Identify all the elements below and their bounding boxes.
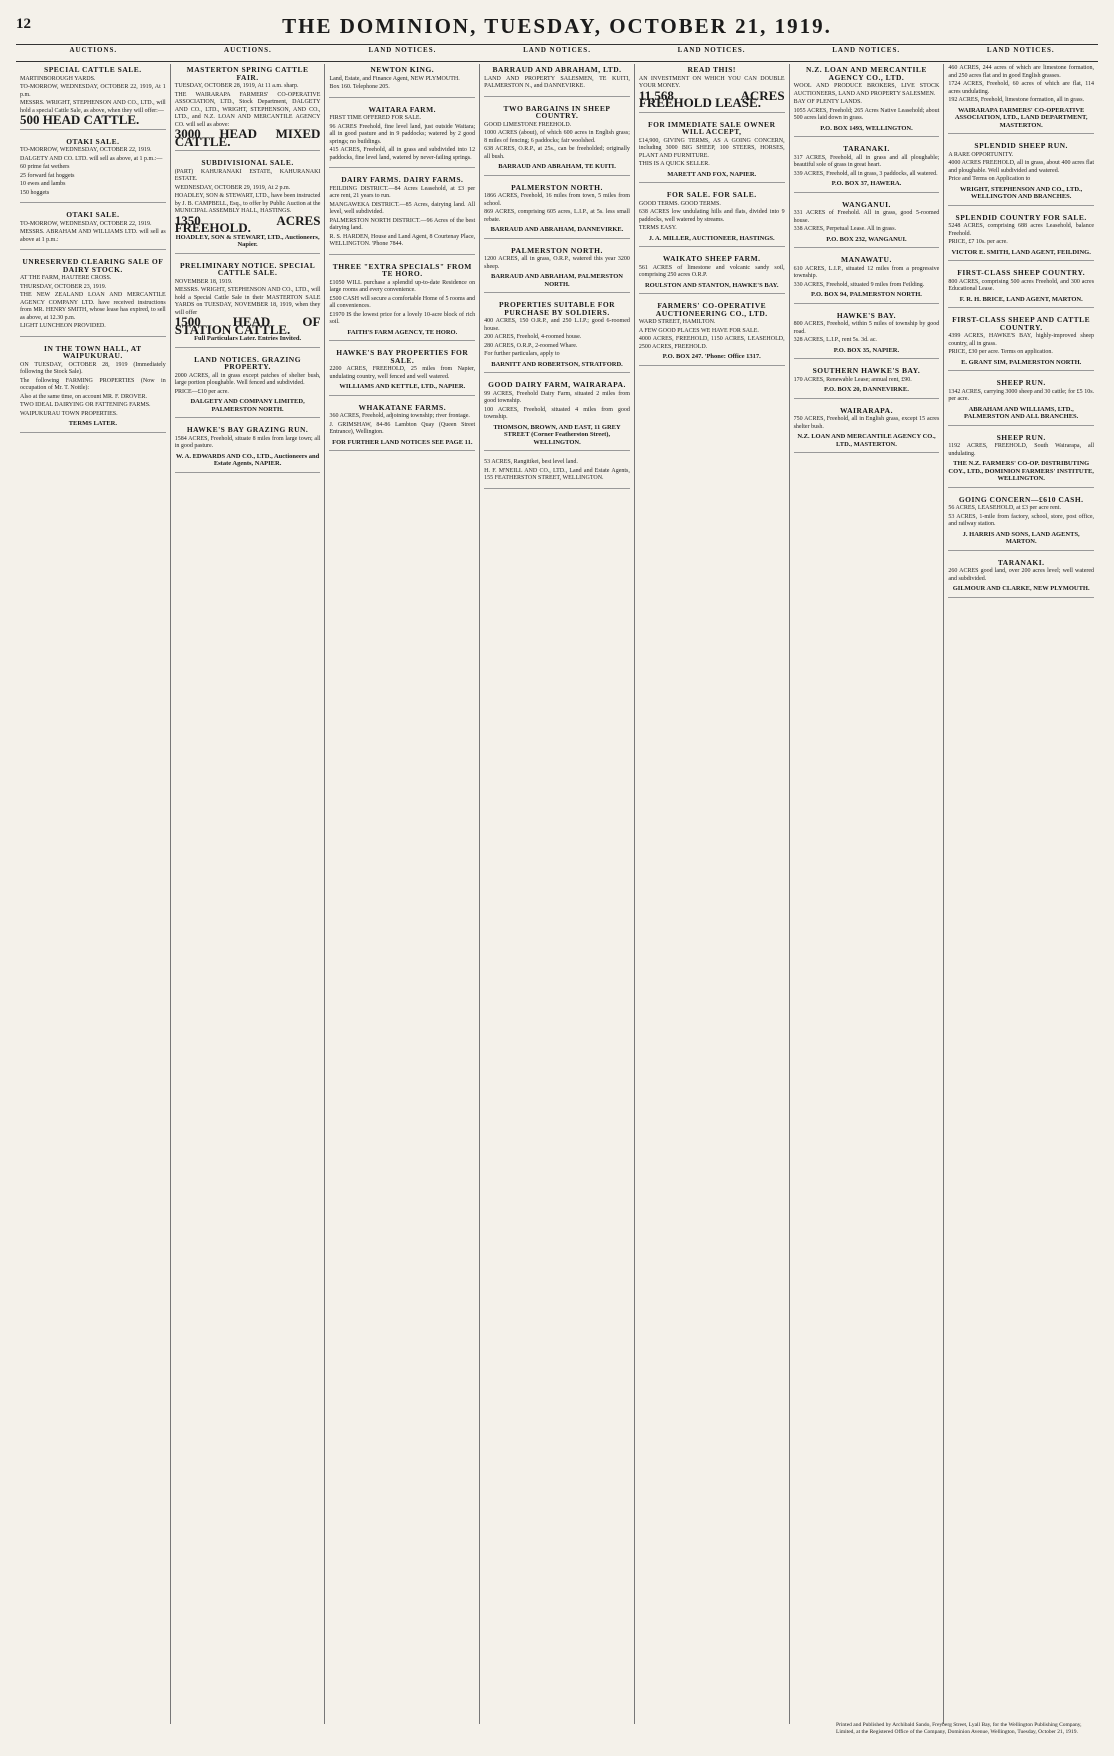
- advertiser-name: ROULSTON AND STANTON, HAWKE'S BAY.: [644, 281, 779, 289]
- advertiser-name: GILMOUR AND CLARKE, NEW PLYMOUTH.: [952, 585, 1090, 592]
- advert-text: 331 ACRES of Freehold. All in grass, good 5-roomed house.: [793, 210, 940, 224]
- advert-text: TWO IDEAL DAIRYING OR FATTENING FARMS.: [20, 402, 151, 408]
- advertisement: [794, 367, 940, 399]
- advert-heading: FOR SALE. FOR SALE.: [666, 190, 757, 199]
- advert-text: 260 ACRES good land, over 200 acres level; well watered and subdivided.: [948, 568, 1095, 582]
- advert-text: TO-MORROW, WEDNESDAY, OCTOBER 22, 1919.: [20, 220, 152, 227]
- advertiser-name: DALGETY AND COMPANY LIMITED, PALMERSTON NORTH.: [190, 398, 305, 413]
- advert-text: 1584 ACRES, Freehold, situate 8 miles from large town; all in good pasture.: [174, 435, 321, 449]
- advertisement: [639, 191, 785, 247]
- advert-heading: HAWKE'S BAY.: [836, 310, 897, 320]
- advertisement: [329, 349, 475, 396]
- advert-text: MESSRS. WRIGHT, STEPHENSON AND CO., LTD., will hold a special Cattle Sale, as above, when they will offer:—: [20, 100, 166, 114]
- advert-heading: PALMERSTON NORTH.: [511, 182, 603, 192]
- advert-text: 561 ACRES of limestone and volcanic sandy soil, comprising 250 acres O.R.P.: [638, 264, 785, 278]
- advert-heading: TARANAKI.: [997, 557, 1045, 567]
- advertiser-name: FOR FURTHER LAND NOTICES SEE PAGE 11.: [332, 438, 473, 446]
- advertisement: [175, 426, 321, 473]
- advert-heading: FIRST-CLASS SHEEP COUNTRY.: [957, 268, 1086, 277]
- advert-text: (PART) KAHURANAKI ESTATE, KAHURANAKI ESTATE.: [174, 168, 321, 182]
- advert-text: 2000 ACRES, all in grass except patches of shelter bush, large portion ploughable. Well fenced and subdivided.: [174, 372, 321, 386]
- advertisement: [329, 263, 475, 342]
- advert-text: PALMERSTON NORTH DISTRICT.—96 Acres of the best dairying land.: [329, 217, 476, 231]
- advert-text: TERMS EASY.: [638, 225, 677, 231]
- advert-heading: PRELIMINARY NOTICE. SPECIAL CATTLE SALE.: [179, 260, 316, 277]
- advert-text: THE NEW ZEALAND LOAN AND MERCANTILE AGENCY COMPANY LTD. have received instructions from MR. HENRY SMITH, whose lease has expired, to sell as above, at 12.30 p.m.: [20, 292, 166, 321]
- advert-heading: HAWKE'S BAY GRAZING RUN.: [186, 425, 309, 434]
- advert-heading: N.Z. LOAN AND MERCANTILE AGENCY CO., LTD.: [805, 65, 927, 82]
- advertisement: [948, 496, 1094, 551]
- advertiser-name: P.O. BOX 94, PALMERSTON NORTH.: [811, 291, 922, 298]
- advert-heading: THREE "EXTRA SPECIALS" FROM TE HORO.: [332, 261, 472, 278]
- advert-heading: READ THIS!: [687, 65, 736, 74]
- advertiser-name: WAIRARAPA FARMERS' CO-OPERATIVE ASSOCIATION, LTD., LAND DEPARTMENT, MASTERTON.: [954, 106, 1088, 129]
- advert-text: NOVEMBER 18, 1919.: [174, 278, 233, 285]
- advertisement: [794, 407, 940, 454]
- column-headings: [16, 46, 1098, 60]
- advert-text: 5248 ACRES, comprising 688 acres Leasehold, balance Freehold.: [948, 223, 1095, 237]
- advertisement: [948, 65, 1094, 134]
- advert-text: J. GRIMSHAW, 84-86 Lambton Quay (Queen Street Entrance), Wellington.: [329, 421, 476, 435]
- advert-text: 4000 ACRES, FREEHOLD, 1150 ACRES, LEASEHOLD, 2500 ACRES, FREEHOLD.: [638, 336, 785, 350]
- advert-text: LIGHT LUNCHEON PROVIDED.: [20, 323, 106, 329]
- advert-text: 638 ACRES, O.R.P., at 25s., can be freeholded; originally all bush.: [484, 146, 630, 160]
- advertiser-name: P.O. BOX 232, WANGANUI.: [826, 235, 907, 243]
- advert-text: FIRST TIME OFFERED FOR SALE.: [329, 115, 422, 121]
- advert-heading: SPLENDID COUNTRY FOR SALE.: [955, 212, 1087, 222]
- advert-text: 800 ACRES, comprising 500 acres Freehold, and 300 acres Educational Lease.: [948, 278, 1095, 292]
- advert-text: A FEW GOOD PLACES WE HAVE FOR SALE.: [638, 327, 759, 334]
- advert-text: ON TUESDAY, OCTOBER 28, 1919 (Immediately following the Stock Sale).: [20, 361, 166, 375]
- advert-text: 25 forward fat hoggets: [20, 172, 75, 179]
- advert-heading: SHEEP RUN.: [996, 378, 1046, 387]
- advertisement: [948, 379, 1094, 426]
- advertisement: [329, 176, 475, 255]
- column: [790, 64, 945, 1724]
- advert-text: Price and Terms on Application to: [948, 176, 1031, 182]
- advertisement: [175, 356, 321, 419]
- advert-text: 800 ACRES, Freehold, within 5 miles of township by good road.: [793, 321, 940, 335]
- advert-text: 4000 ACRES FREEHOLD, all in grass, about 400 acres flat and ploughable. Well subdivided and watered.: [948, 160, 1095, 174]
- advert-text: THURSDAY, OCTOBER 23, 1919.: [20, 283, 107, 290]
- advert-text: WAIPUKURAU TOWN PROPERTIES.: [20, 410, 118, 417]
- advert-heading: SHEEP RUN.: [996, 432, 1046, 442]
- advert-text: 150 hoggets: [20, 189, 50, 196]
- advert-text: 10 ewes and lambs: [20, 181, 66, 187]
- advertiser-name: WILLIAMS AND KETTLE, LTD., NAPIER.: [339, 383, 466, 390]
- advert-text: 360 ACRES, Freehold, adjoining township; river frontage.: [329, 413, 470, 419]
- advertisement: [794, 66, 940, 137]
- column-heading: LAND NOTICES.: [368, 46, 437, 54]
- heading-rule: [16, 61, 1098, 62]
- advert-text: 100 ACRES, Freehold, situated 4 miles from good township.: [484, 406, 630, 420]
- advertiser-name: BARRAUD AND ABRAHAM, PALMERSTON NORTH.: [491, 273, 623, 288]
- advertiser-name: F. R. H. BRICE, LAND AGENT, MARTON.: [959, 295, 1083, 303]
- advert-text: The following FARMING PROPERTIES (Now in occupation of Mr. T. Nottle):: [20, 377, 166, 391]
- advertiser-name: J. HARRIS AND SONS, LAND AGENTS, MARTON.: [962, 530, 1080, 545]
- advert-heading: SPECIAL CATTLE SALE.: [44, 65, 142, 74]
- advertisement: [20, 138, 166, 204]
- newspaper-title: THE DOMINION, TUESDAY, OCTOBER 21, 1919.: [282, 14, 832, 38]
- advertisement: [948, 434, 1094, 488]
- advert-text: TO-MORROW, WEDNESDAY, OCTOBER 22, 1919.: [20, 147, 152, 153]
- advert-text: 60 prime fat wethers: [20, 164, 70, 170]
- advert-text: DALGETY AND CO. LTD. will sell as above, at 1 p.m.:—: [20, 155, 163, 162]
- advertiser-name: FAITH'S FARM AGENCY, TE HORO.: [347, 328, 458, 336]
- advertiser-name: THOMSON, BROWN, AND EAST, 11 GREY STREET (Corner Featherston Street), WELLINGTON.: [493, 423, 621, 446]
- advert-text: THIS IS A QUICK SELLER.: [638, 161, 710, 167]
- advert-heading: OTAKI SALE.: [66, 210, 120, 219]
- advert-text: AT THE FARM, HAUTERE CROSS.: [20, 275, 112, 281]
- advert-text: MARTINBOROUGH YARDS.: [20, 75, 96, 82]
- masthead-rule: [16, 44, 1098, 45]
- advertiser-name: P.O. BOX 20, DANNEVIRKE.: [824, 386, 909, 393]
- advert-heading: DAIRY FARMS. DAIRY FARMS.: [341, 175, 464, 184]
- column: [16, 64, 171, 1724]
- advert-text: For further particulars, apply to: [484, 351, 560, 357]
- advert-heading: TWO BARGAINS IN SHEEP COUNTRY.: [503, 103, 611, 120]
- advert-text: WEDNESDAY, OCTOBER 29, 1919, At 2 p.m.: [174, 184, 291, 191]
- advertisement: [484, 459, 630, 489]
- advert-text: GOOD TERMS. GOOD TERMS.: [638, 200, 721, 207]
- advert-heading: WAIRARAPA.: [839, 405, 893, 415]
- advertiser-name: ABRAHAM AND WILLIAMS, LTD., PALMERSTON AND ALL BRANCHES.: [964, 405, 1079, 420]
- advert-text: MESSRS. WRIGHT, STEPHENSON AND CO., LTD., will hold a Special Cattle Sale in their MASTERTON SALE YARDS on TUESDAY, NOVEMBER 18, 1919, when they will offer: [174, 287, 321, 316]
- advert-text: £14,900, GIVING TERMS, AS A GOING CONCERN, including 3000 BIG SHEEP, 100 STEERS, HORSES, PLANT AND FURNITURE.: [638, 137, 785, 159]
- advert-text: 1055 ACRES, Freehold; 265 Acres Native Leasehold; about 500 acres laid down in grass.: [793, 107, 940, 121]
- column: [480, 64, 635, 1724]
- advertisement: [948, 316, 1094, 371]
- column-heading: LAND NOTICES.: [677, 46, 746, 54]
- advert-text: 638 ACRES low undulating hills and flats, divided into 9 paddocks, well watered by streams.: [638, 209, 785, 223]
- advert-text: £1050 WILL purchase a splendid up-to-date Residence on large rooms and every convenience.: [329, 279, 476, 293]
- advertiser-name: TERMS LATER.: [68, 420, 117, 427]
- advert-heading: NEWTON KING.: [370, 65, 435, 74]
- advert-text: 460 ACRES, 244 acres of which are limestone formation, and 250 acres flat and in good English grasses.: [948, 65, 1095, 79]
- advert-text: 1192 ACRES, FREEHOLD, South Wairarapa, all undulating.: [948, 443, 1095, 457]
- advert-text: Also at the same time, on account MR. F. DROVER.: [20, 393, 148, 400]
- advert-heading: OTAKI SALE.: [66, 136, 120, 146]
- advert-heading: FOR IMMEDIATE SALE OWNER WILL ACCEPT,: [647, 119, 776, 136]
- advert-text: 99 ACRES, Freehold Dairy Farm, situated 2 miles from good township.: [484, 390, 630, 404]
- column: [171, 64, 326, 1724]
- imprint: Printed and Published by Archibald Sando, Freyberg Street, Lyall Bay, for the Wellington Publishing Company, Limited, at the Registered Office of the Company, Dominion Avenue, Wellington, Tuesday, October 21, 1919.: [836, 1722, 1082, 1735]
- advert-text: FEILDING DISTRICT.—84 Acres Leasehold, at £3 per acre rent, 21 years to run.: [329, 185, 476, 199]
- advert-heading: WANGANUI.: [842, 199, 891, 209]
- advert-text: 328 ACRES, L.I.P., rent 5s. 3d. ac.: [793, 337, 877, 343]
- advertiser-name: N.Z. LOAN AND MERCANTILE AGENCY CO., LTD., MASTERTON.: [797, 433, 936, 448]
- advert-text: 200 ACRES, Freehold, 4-roomed house.: [484, 334, 582, 340]
- column-heading: AUCTIONS.: [224, 46, 272, 54]
- advertisement: [20, 211, 166, 250]
- advert-heading: TARANAKI.: [843, 144, 890, 153]
- advert-heading: UNRESERVED CLEARING SALE OF DAIRY STOCK.: [22, 257, 164, 274]
- advert-text: THE WAIRARAPA FARMERS' CO-OPERATIVE ASSOCIATION, LTD., Stock Department, DALGETY AND CO., LTD., WRIGHT, STEPHENSON, AND CO., LTD., and N.Z. LOAN AND MERCANTILE AGENCY CO. will sell as above:: [174, 91, 321, 128]
- advert-text: 610 ACRES, L.I.P., situated 12 miles from a progressive township.: [793, 265, 940, 279]
- advert-text: £500 CASH will secure a comfortable Home of 5 rooms and all conveniences.: [329, 295, 476, 309]
- column-heading: AUCTIONS.: [69, 46, 118, 54]
- advert-text: TO-MORROW, WEDNESDAY, OCTOBER 22, 1919, At 1 p.m.: [20, 84, 166, 98]
- advertisement: [175, 66, 321, 151]
- advertiser-name: P.O. BOX 37, HAWERA.: [831, 180, 902, 187]
- advertisement: [175, 159, 321, 254]
- advertiser-name: VICTOR E. SMITH, LAND AGENT, FEILDING.: [951, 248, 1091, 256]
- column-heading: LAND NOTICES.: [523, 46, 591, 54]
- advert-text: LAND AND PROPERTY SALESMEN, TE KUITI, PALMERSTON N., and DANNEVIRKE.: [484, 75, 630, 89]
- advertisement: [948, 214, 1094, 262]
- advert-heading: MASTERTON SPRING CATTLE FAIR.: [186, 65, 309, 82]
- advert-text: 96 ACRES Freehold, fine level land, just outside Waitara; all in good pasture and in 9 paddocks; watered by 2 good springs; no buildings.: [329, 123, 476, 145]
- advertiser-name: P.O. BOX 35, NAPIER.: [833, 346, 900, 354]
- advertisement: [639, 66, 785, 113]
- advert-heading: GOING CONCERN—£610 CASH.: [958, 494, 1084, 504]
- advert-text: BAY OF PLENTY LANDS.: [793, 99, 862, 105]
- advertisement: [20, 66, 166, 130]
- advertiser-name: BARRAUD AND ABRAHAM, DANNEVIRKE.: [490, 226, 624, 233]
- advert-text: 869 ACRES, comprising 605 acres, L.I.P., at 5s. less small rebate.: [484, 209, 630, 223]
- advert-text: 280 ACRES, O.R.P., 2-roomed Whare.: [484, 342, 578, 349]
- advert-highlight: 1500 HEAD OF STATION CATTLE.: [174, 314, 321, 337]
- advertisement: [948, 559, 1094, 598]
- advert-heading: LAND NOTICES. GRAZING PROPERTY.: [194, 354, 302, 371]
- advertisement: [794, 256, 940, 304]
- advert-text: 338 ACRES, Perpetual Lease. All in grass.: [793, 226, 897, 232]
- advert-text: MESSRS. ABRAHAM AND WILLIAMS LTD. will sell as above at 1 p.m.:: [20, 229, 166, 243]
- advert-text: AN INVESTMENT ON WHICH YOU CAN DOUBLE YOUR MONEY.: [638, 75, 785, 89]
- advertiser-name: WRIGHT, STEPHENSON AND CO., LTD., WELLINGTON AND BRANCHES.: [960, 185, 1083, 200]
- advert-text: PRICE, £30 per acre. Terms on application.: [948, 349, 1053, 355]
- advert-text: 2200 ACRES, FREEHOLD, 25 miles from Napier, undulating country, well fenced and well watered.: [329, 366, 476, 380]
- advertisement: [20, 345, 166, 433]
- advert-heading: SUBDIVISIONAL SALE.: [201, 158, 294, 167]
- page-number: 12: [16, 16, 31, 32]
- advertiser-name: THE N.Z. FARMERS' CO-OP. DISTRIBUTING COY., LTD., DOMINION FARMERS' INSTITUTE, WELLINGTON.: [948, 460, 1094, 482]
- advert-text: 330 ACRES, Freehold, situated 9 miles from Feilding.: [793, 281, 925, 288]
- advert-text: 4399 ACRES, HAWKE'S BAY, highly-improved sheep country, all in grass.: [948, 333, 1095, 347]
- column-heading: LAND NOTICES.: [986, 46, 1055, 54]
- advert-highlight: 1350 ACRES FREEHOLD.: [174, 212, 321, 235]
- advert-highlight: 500 HEAD CATTLE.: [20, 112, 140, 127]
- advert-heading: WAITARA FARM.: [368, 104, 437, 114]
- advert-text: 400 ACRES, 150 O.R.P., and 250 L.I.P.; good 6-roomed house.: [484, 318, 630, 332]
- advert-heading: FIRST-CLASS SHEEP AND CATTLE COUNTRY.: [952, 315, 1091, 332]
- advert-heading: SPLENDID SHEEP RUN.: [974, 141, 1068, 150]
- advert-text: 1724 ACRES, Freehold, 60 acres of which are flat, 114 acres undulating.: [948, 81, 1095, 95]
- advertisement: [329, 66, 475, 98]
- advert-heading: FARMERS' CO-OPERATIVE AUCTIONEERING CO., LTD.: [655, 301, 768, 318]
- advertiser-name: HOADLEY, SON & STEWART, LTD., Auctioneers, Napier.: [175, 233, 320, 248]
- advertisement: [639, 302, 785, 366]
- advertisement: [639, 121, 785, 184]
- advert-text: HOADLEY, SON & STEWART, LTD., have been instructed by J. B. CAMPBELL, Esq., to offer by Public Auction at the MUNICIPAL ASSEMBLY HALL, HASTINGS.: [174, 193, 321, 214]
- advert-heading: PALMERSTON NORTH.: [511, 245, 603, 255]
- advert-heading: GOOD DAIRY FARM, WAIRARAPA.: [488, 380, 626, 389]
- advertisement: [948, 269, 1094, 308]
- column: [944, 64, 1098, 1724]
- advertisement: [794, 201, 940, 249]
- advertiser-name: P.O. BOX 1493, WELLINGTON.: [820, 124, 913, 132]
- advertisement: [484, 381, 630, 451]
- advert-text: 170 ACRES, Renewable Lease; annual rent, £90.: [793, 376, 912, 383]
- column-heading: LAND NOTICES.: [832, 46, 901, 54]
- advertisement: [329, 106, 475, 169]
- advertisement: [948, 142, 1094, 206]
- advert-text: PRICE, £7 10s. per acre.: [948, 239, 1008, 245]
- advert-heading: MANAWATU.: [841, 255, 892, 264]
- advert-highlight: 3000 HEAD MIXED CATTLE.: [174, 126, 321, 149]
- advertiser-name: W. A. EDWARDS AND CO., LTD., Auctioneers and Estate Agents, NAPIER.: [175, 452, 320, 467]
- advert-heading: WAIKATO SHEEP FARM.: [662, 254, 761, 263]
- advertisement: [484, 247, 630, 294]
- column: [635, 64, 790, 1724]
- advert-heading: WHAKATANE FARMS.: [358, 402, 447, 412]
- advert-text: 1866 ACRES, Freehold, 16 miles from town, 5 miles from school.: [484, 193, 630, 207]
- advert-text: TUESDAY, OCTOBER 28, 1919, At 11 a.m. sharp.: [174, 83, 299, 89]
- advert-text: 1000 ACRES (about), of which 600 acres in English grass; 8 miles of fencing; 6 paddocks; fair woolshed.: [484, 130, 630, 144]
- advert-text: WOOL AND PRODUCE BROKERS, LIVE STOCK AUCTIONEERS, LAND AND PROPERTY SALESMEN.: [793, 83, 940, 97]
- advertiser-name: BARNITT AND ROBERTSON, STRATFORD.: [491, 360, 623, 368]
- advertisement: [484, 301, 630, 373]
- advert-text: 53 ACRES, Rangitikei, best level land.: [484, 459, 578, 465]
- advert-text: 415 ACRES, Freehold, all in grass and subdivided into 12 paddocks, fine level land, watered by never-failing springs.: [329, 147, 476, 161]
- column: [325, 64, 480, 1724]
- advertiser-name: Full Particulars Later. Entries Invited.: [194, 335, 302, 342]
- advert-heading: HAWKE'S BAY PROPERTIES FOR SALE.: [336, 348, 469, 365]
- advertiser-name: BARRAUD AND ABRAHAM, TE KUITI.: [498, 163, 616, 170]
- advertisement: [175, 262, 321, 348]
- advert-text: PRICE—£10 per acre.: [174, 388, 229, 395]
- advert-text: GOOD LIMESTONE FREEHOLD.: [484, 121, 572, 128]
- advert-heading: PROPERTIES SUITABLE FOR PURCHASE BY SOLDIERS.: [498, 300, 616, 317]
- advertisement: [484, 66, 630, 97]
- advert-text: MANGAWEKA DISTRICT.—85 Acres, dairying land. All level, well subdivided.: [329, 201, 476, 215]
- advert-text: 339 ACRES, Freehold, all in grass, 3 paddocks, all watered.: [793, 170, 938, 177]
- advert-text: 1342 ACRES, carrying 3000 sheep and 30 cattle; for £5 10s. per acre.: [948, 388, 1095, 402]
- advert-text: Box 160. Telephone 205.: [329, 84, 390, 90]
- advertiser-name: E. GRANT SIM, PALMERSTON NORTH.: [961, 358, 1082, 366]
- advertiser-name: MARETT AND FOX, NAPIER.: [667, 170, 757, 178]
- advert-heading: SOUTHERN HAWKE'S BAY.: [812, 366, 921, 375]
- advertisement: [794, 312, 940, 360]
- advert-text: H. F. M'NEILL AND CO., LTD., Land and Estate Agents, 155 FEATHERSTON STREET, WELLINGTON.: [484, 467, 630, 481]
- advertiser-name: P.O. BOX 247. 'Phone: Office 1317.: [662, 353, 761, 360]
- advertisement: [639, 255, 785, 294]
- masthead: [16, 14, 1098, 36]
- advert-heading: IN THE TOWN HALL, AT WAIPUKURAU.: [44, 343, 142, 360]
- advert-text: R. S. HARDEN, House and Land Agent, 8 Courtenay Place, WELLINGTON. 'Phone 7844.: [329, 233, 476, 247]
- advertisement: [484, 105, 630, 176]
- advert-heading: BARRAUD AND ABRAHAM, LTD.: [492, 65, 622, 74]
- advert-text: A RARE OPPORTUNITY.: [948, 151, 1014, 158]
- advert-text: £1970 IS the lowest price for a lovely 10-acre block of rich soil.: [329, 311, 476, 325]
- advert-columns: [16, 64, 1098, 1724]
- advertisement: [484, 184, 630, 239]
- advertisement: [794, 145, 940, 193]
- advert-text: 192 ACRES, Freehold, limestone formation, all in grass.: [948, 97, 1085, 103]
- advert-text: WARD STREET, HAMILTON.: [638, 319, 716, 325]
- advert-text: Land, Estate, and Finance Agent, NEW PLYMOUTH.: [329, 75, 460, 82]
- advert-text: 317 ACRES, Freehold, all in grass and all ploughable; beautiful sole of grass in great heart.: [793, 154, 940, 168]
- advert-text: 1200 ACRES, all in grass, O.R.P., watered this year 3200 sheep.: [484, 256, 630, 270]
- advertisement: [329, 404, 475, 452]
- advert-text: 750 ACRES, Freehold, all in English grass, except 15 acres shelter bush.: [793, 416, 940, 430]
- advert-text: 53 ACRES, 1-mile from factory, school, store, post office, and railway station.: [948, 513, 1095, 527]
- advert-highlight: 11,568 ACRES FREEHOLD LEASE.: [638, 87, 785, 110]
- advertisement: [20, 258, 166, 337]
- advert-text: 56 ACRES, LEASEHOLD, at £3 per acre rent.: [948, 505, 1061, 511]
- advertiser-name: J. A. MILLER, AUCTIONEER, HASTINGS.: [648, 234, 775, 242]
